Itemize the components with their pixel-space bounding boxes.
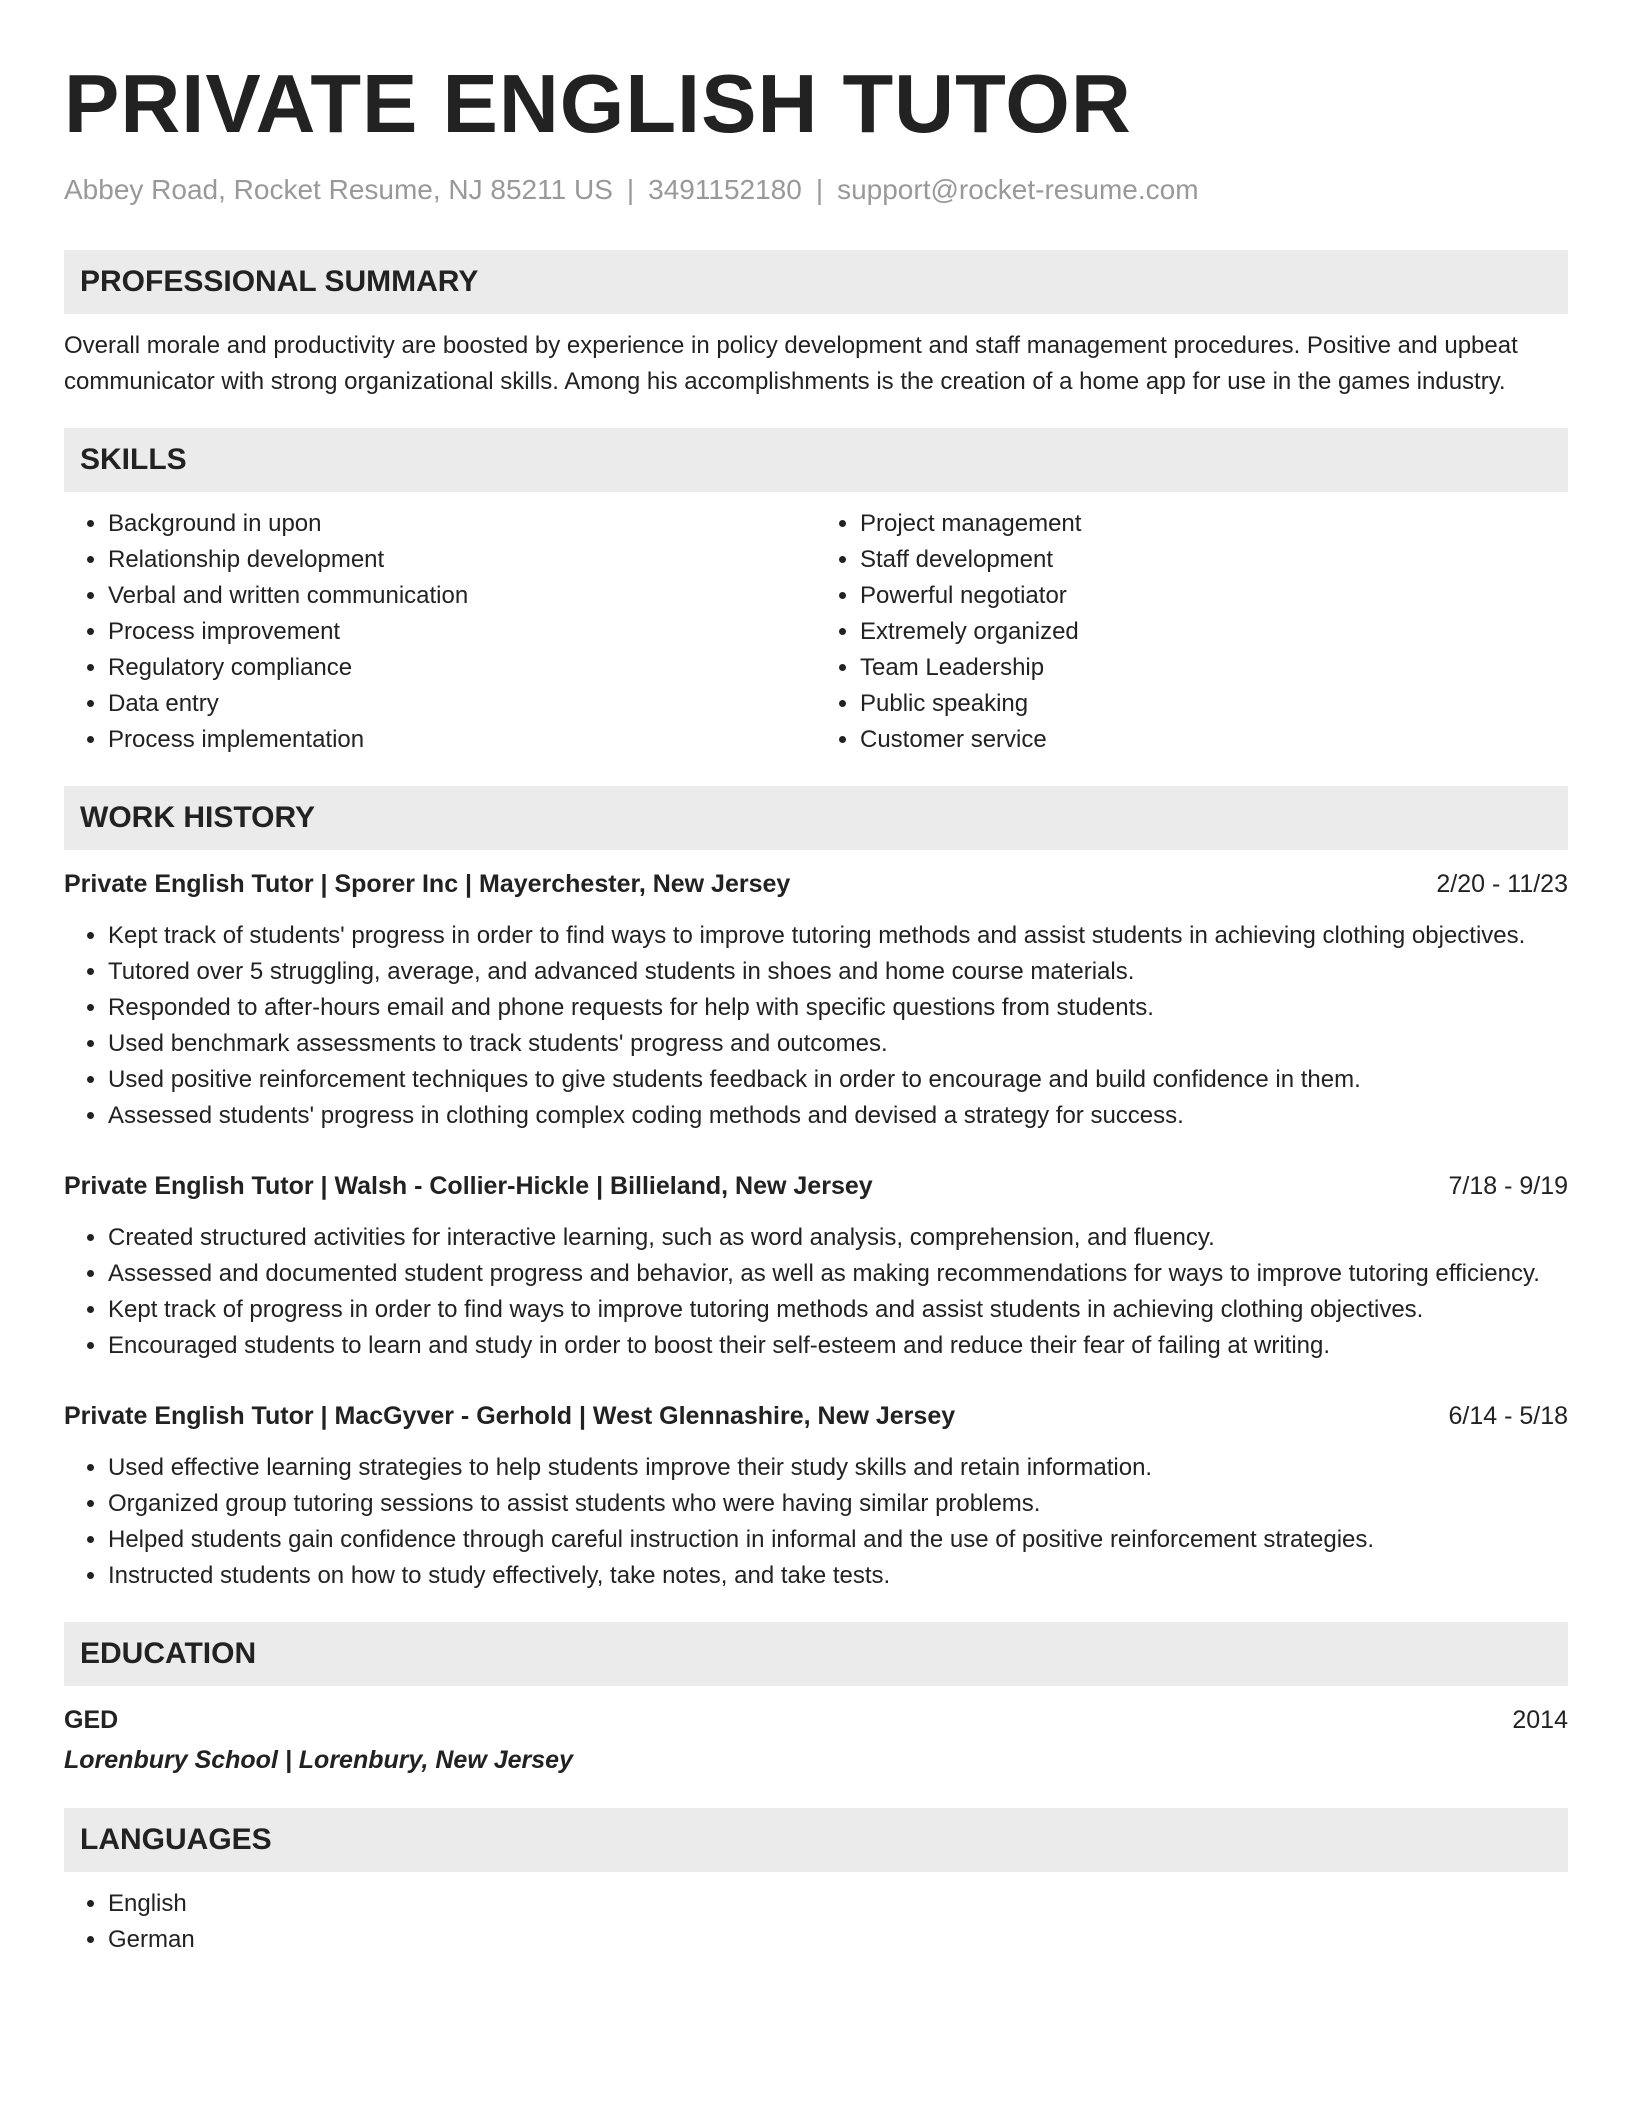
job-dates: 6/14 - 5/18 [1448, 1402, 1568, 1430]
job-dates: 7/18 - 9/19 [1448, 1172, 1568, 1200]
work-history-heading: WORK HISTORY [64, 786, 1568, 850]
skill-item: • Team Leadership [860, 650, 1568, 686]
language-item: • English [108, 1886, 1568, 1922]
skill-item: • Staff development [860, 542, 1568, 578]
education-school: Lorenbury School | Lorenbury, New Jersey [64, 1746, 573, 1774]
job-bullet: • Used positive reinforcement techniques to give students feedback in order to encourage and build confidence in them. [108, 1062, 1568, 1098]
skill-item: • Process improvement [108, 614, 816, 650]
job-bullet: • Helped students gain confidence through careful instruction in informal and the use of positive reinforcement strategies. [108, 1522, 1568, 1558]
contact-line [64, 170, 1568, 210]
job-bullet: • Used benchmark assessments to track students' progress and outcomes. [108, 1026, 1568, 1062]
skill-item: • Powerful negotiator [860, 578, 1568, 614]
job-bullets [64, 1450, 1568, 1594]
skill-item: • Public speaking [860, 686, 1568, 722]
job-title: Private English Tutor | Sporer Inc | Mayerchester, New Jersey [64, 870, 791, 898]
job-title: Private English Tutor | Walsh - Collier-Hickle | Billieland, New Jersey [64, 1172, 873, 1200]
job-bullet: • Organized group tutoring sessions to assist students who were having similar problems. [108, 1486, 1568, 1522]
job-bullet: • Assessed students' progress in clothing complex coding methods and devised a strategy for success. [108, 1098, 1568, 1134]
resume-name: PRIVATE ENGLISH TUTOR [64, 57, 1132, 150]
job-bullet: • Created structured activities for interactive learning, such as word analysis, comprehension, and fluency. [108, 1220, 1568, 1256]
job-header [64, 1166, 1568, 1206]
skill-item: • Verbal and written communication [108, 578, 816, 614]
skill-item: • Data entry [108, 686, 816, 722]
contact-email: support@rocket-resume.com [837, 174, 1199, 205]
skills-list [64, 506, 1568, 758]
languages-list [64, 1886, 1568, 1958]
job-bullet: • Instructed students on how to study effectively, take notes, and take tests. [108, 1558, 1568, 1594]
summary-text: Overall morale and productivity are boosted by experience in policy development and staff management procedures. Positive and upbeat communicator with strong organizational skills. Among his accomplishments is the creation of a home app for use in the games industry. [64, 332, 1518, 395]
skill-item: • Extremely organized [860, 614, 1568, 650]
job-bullet: • Responded to after-hours email and phone requests for help with specific questions from students. [108, 990, 1568, 1026]
education-entry [64, 1700, 1568, 1780]
education-header [64, 1700, 1568, 1740]
job-bullet: • Used effective learning strategies to help students improve their study skills and retain information. [108, 1450, 1568, 1486]
job-bullet: • Kept track of students' progress in order to find ways to improve tutoring methods and assist students in achieving clothing objectives. [108, 918, 1568, 954]
job-header [64, 1396, 1568, 1436]
skill-item: • Relationship development [108, 542, 816, 578]
contact-separator: | [626, 174, 635, 205]
skills-column-left [64, 506, 816, 758]
skill-item: • Regulatory compliance [108, 650, 816, 686]
job-entry [64, 864, 1568, 1134]
job-entry [64, 1396, 1568, 1594]
contact-phone: 3491152180 [648, 174, 802, 205]
job-dates: 2/20 - 11/23 [1436, 870, 1568, 898]
contact-address: Abbey Road, Rocket Resume, NJ 85211 US [64, 174, 613, 205]
job-bullets [64, 1220, 1568, 1364]
job-bullets [64, 918, 1568, 1134]
education-year: 2014 [1512, 1706, 1568, 1734]
skills-heading: SKILLS [64, 428, 1568, 492]
education-heading: EDUCATION [64, 1622, 1568, 1686]
skill-item: • Background in upon [108, 506, 816, 542]
job-bullet: • Kept track of progress in order to find ways to improve tutoring methods and assist students in achieving clothing objectives. [108, 1292, 1568, 1328]
education-degree: GED [64, 1706, 119, 1734]
skill-item: • Process implementation [108, 722, 816, 758]
language-item: • German [108, 1922, 1568, 1958]
languages-heading: LANGUAGES [64, 1808, 1568, 1872]
contact-separator: | [815, 174, 824, 205]
job-title: Private English Tutor | MacGyver - Gerhold | West Glennashire, New Jersey [64, 1402, 956, 1430]
job-bullet: • Encouraged students to learn and study in order to boost their self-esteem and reduce their fear of failing at writing. [108, 1328, 1568, 1364]
skill-item: • Project management [860, 506, 1568, 542]
summary-heading: PROFESSIONAL SUMMARY [64, 250, 1568, 314]
skill-item: • Customer service [860, 722, 1568, 758]
job-entry [64, 1166, 1568, 1364]
job-header [64, 864, 1568, 904]
job-bullet: • Tutored over 5 struggling, average, and advanced students in shoes and home course materials. [108, 954, 1568, 990]
skills-column-right [816, 506, 1568, 758]
job-bullet: • Assessed and documented student progress and behavior, as well as making recommendations for ways to improve tutoring efficiency. [108, 1256, 1568, 1292]
